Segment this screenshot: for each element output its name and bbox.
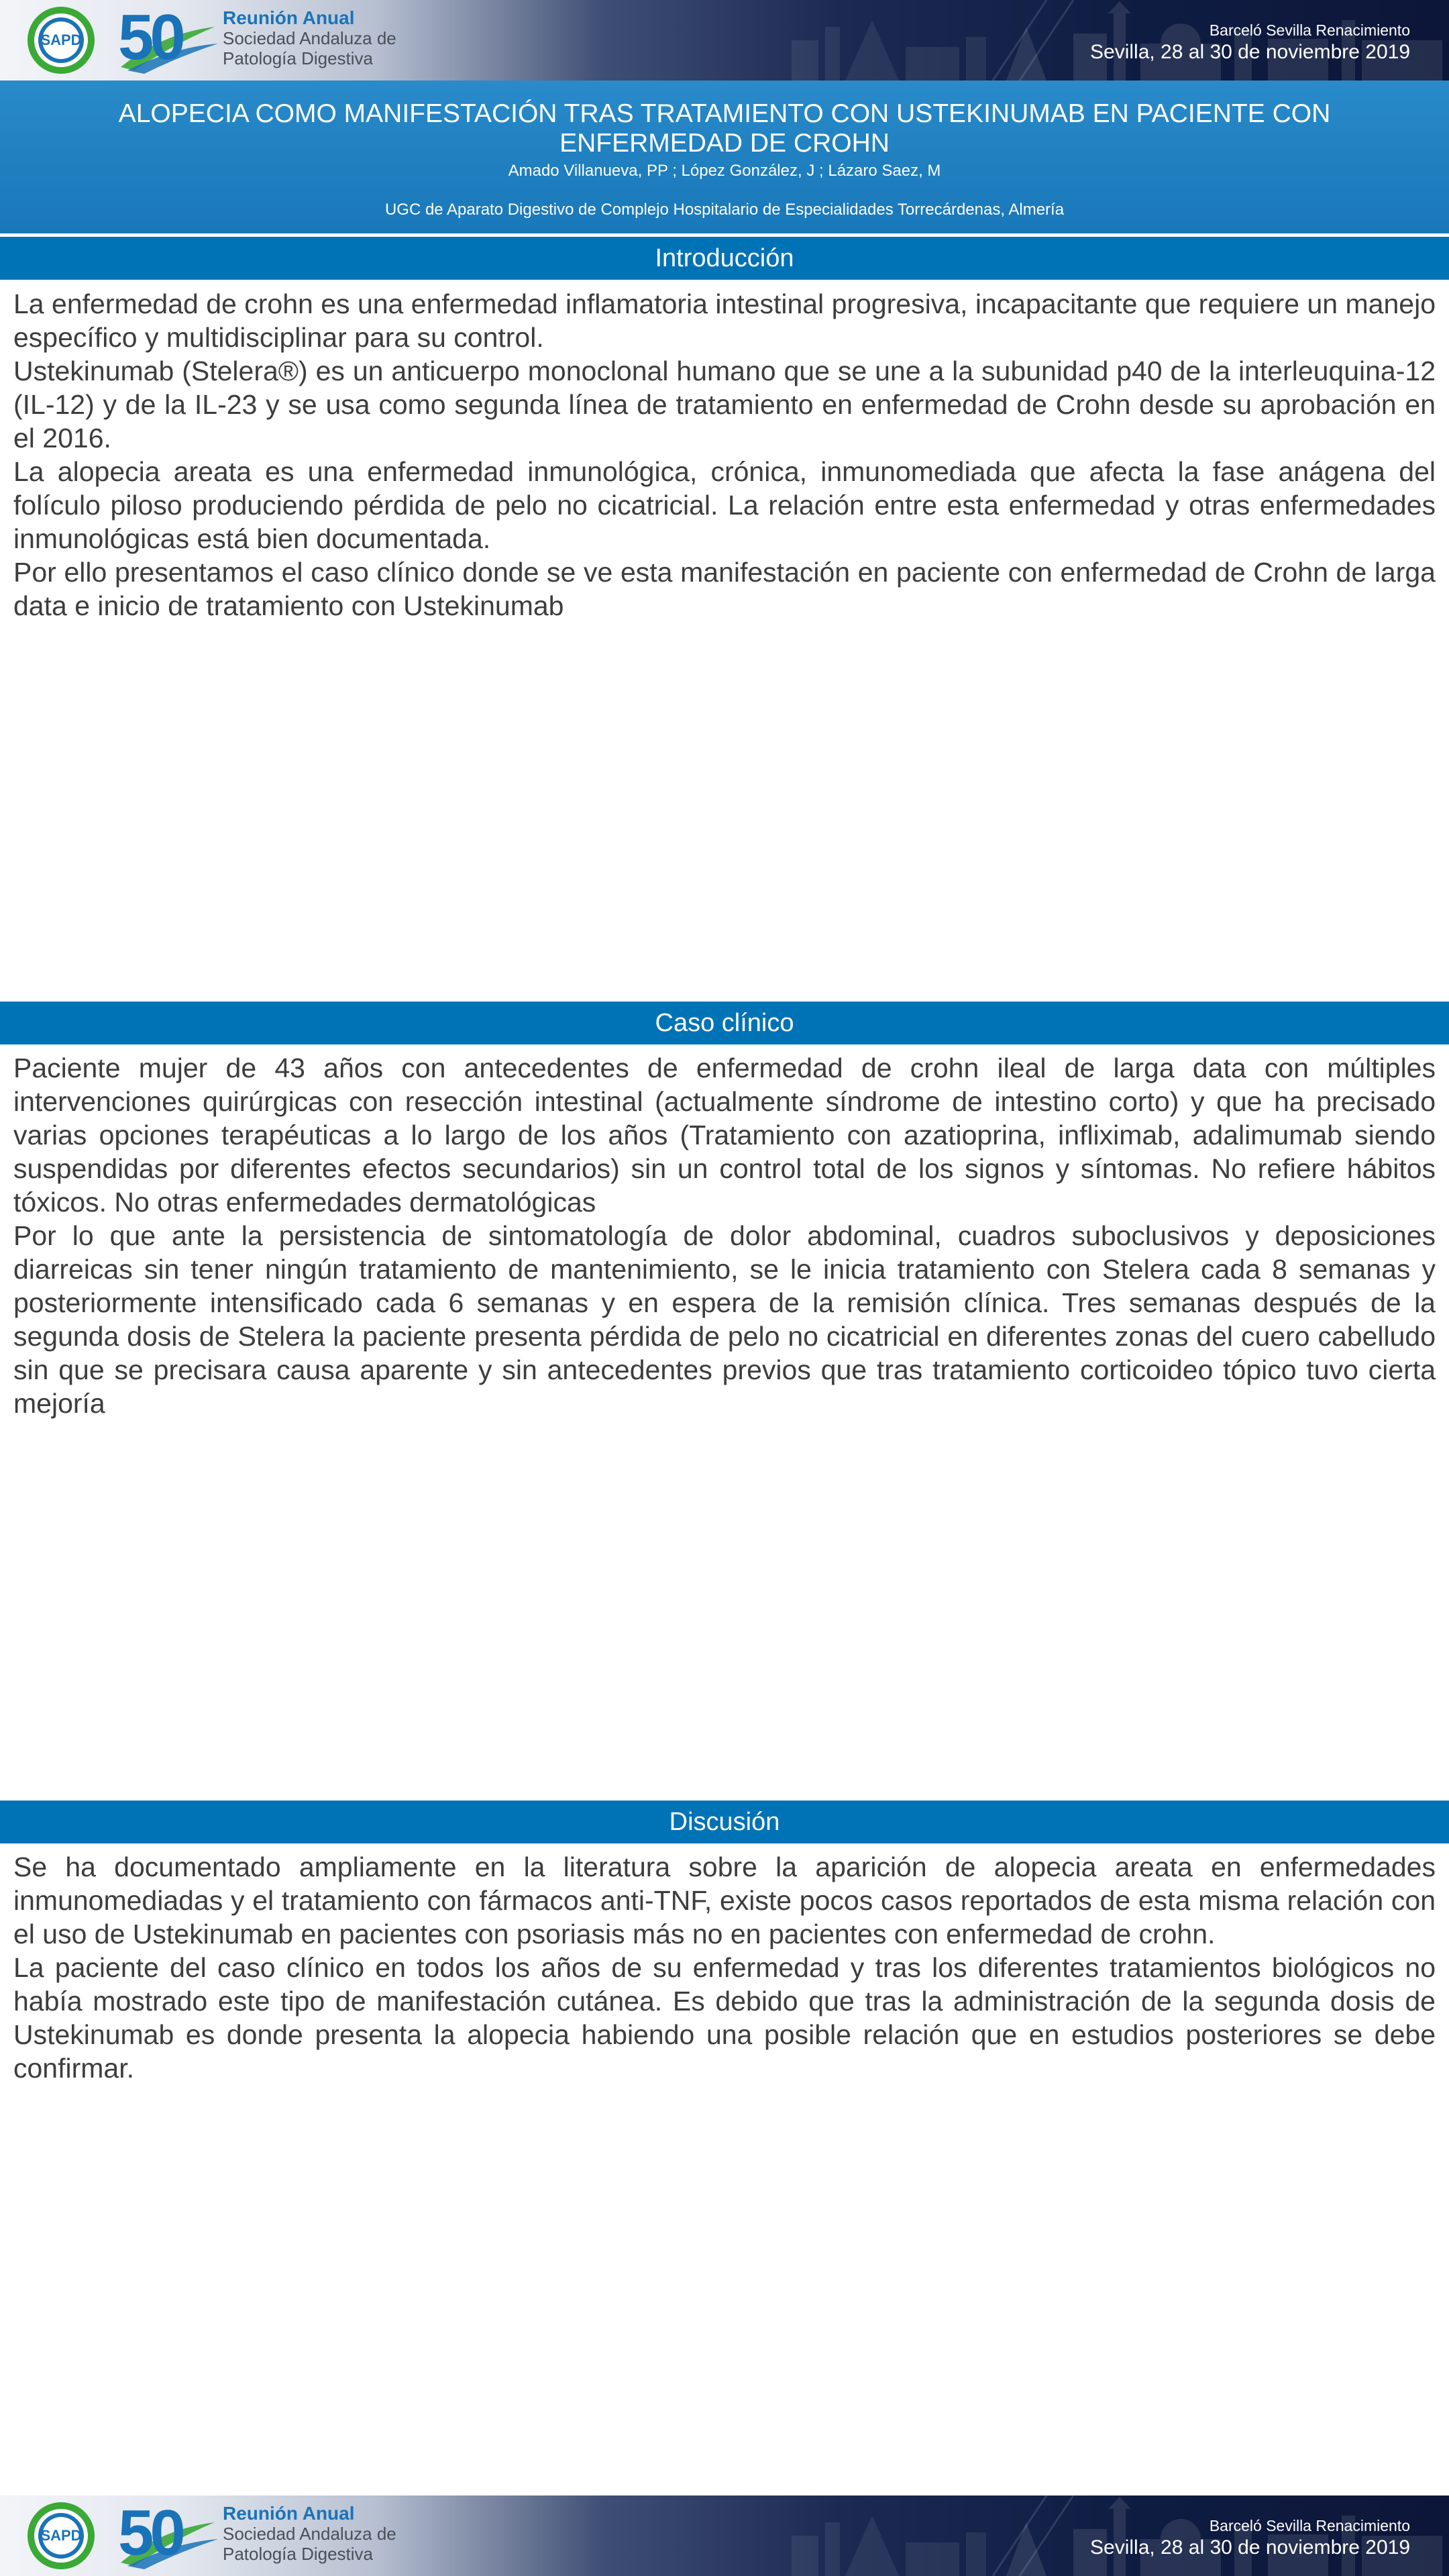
- event-name: [223, 2504, 397, 2564]
- event-line-2: Sociedad Andaluza de: [223, 28, 396, 48]
- event-line-1: Reunión Anual: [223, 2503, 355, 2524]
- sapd-logo-text: SAPD: [40, 2527, 82, 2544]
- venue-name: Barceló Sevilla Renacimiento: [1209, 2517, 1410, 2534]
- venue-name: Barceló Sevilla Renacimiento: [1209, 21, 1410, 39]
- event-line-1: Reunión Anual: [223, 7, 355, 28]
- paragraph: Se ha documentado ampliamente en la literatura sobre la aparición de alopecia areata en enfermedades inmunomediadas y el tratamiento con fármacos anti-TNF, existe pocos casos reportados de esta misma relación con el uso de Ustekinumab en pacientes con psoriasis más no en pacientes con enfermedad de crohn.: [13, 1851, 1436, 1949]
- event-line-3: Patología Digestiva: [223, 2544, 374, 2564]
- venue-dates: Sevilla, 28 al 30 de noviembre 2019: [1090, 2536, 1410, 2559]
- section-body-caso-clinico: [13, 1051, 1436, 1420]
- paragraph: La alopecia areata es una enfermedad inmunológica, crónica, inmunomediada que afecta la fase anágena del folículo piloso produciendo pérdida de pelo no cicatricial. La relación entre esta enfermedad y otras enfermedades inmunológicas está bien documentada.: [13, 456, 1436, 554]
- section-heading-discusion: Discusión: [0, 1801, 1449, 1843]
- section-body-discusion: [13, 1850, 1436, 2085]
- paragraph: Por ello presentamos el caso clínico donde se ve esta manifestación en paciente con enfermedad de Crohn de larga data e inicio de tratamiento con Ustekinumab: [13, 557, 1436, 621]
- venue-info: [1090, 2516, 1410, 2560]
- venue-info: [1090, 20, 1410, 64]
- poster-title-block: [0, 80, 1449, 233]
- section-body-introduccion: [13, 287, 1436, 623]
- event-line-2: Sociedad Andaluza de: [223, 2524, 396, 2544]
- conference-banner-top: [0, 0, 1449, 80]
- venue-dates: Sevilla, 28 al 30 de noviembre 2019: [1090, 41, 1410, 63]
- paragraph: Paciente mujer de 43 años con antecedentes de enfermedad de crohn ileal de larga data con múltiples intervenciones quirúrgicas con resección intestinal (actualmente síndrome de intestino corto) y que ha precisado varias opciones terapéuticas a lo largo de los años (Tratamiento con azatioprina, infliximab, adalimumab siendo suspendidas por diferentes efectos secundarios) sin un control total de los signos y síntomas. No refiere hábitos tóxicos. No otras enfermedades dermatológicas: [13, 1053, 1436, 1218]
- paragraph: Por lo que ante la persistencia de sintomatología de dolor abdominal, cuadros suboclusivos y deposiciones diarreicas sin tener ningún tratamiento de mantenimiento, se le inicia tratamiento con Stelera cada 8 semanas y posteriormente intensificado cada 6 semanas y en espera de la remisión clínica. Tres semanas después de la segunda dosis de Stelera la paciente presenta pérdida de pelo no cicatricial en diferentes zonas del cuero cabelludo sin que se precisara causa aparente y sin antecedentes previos que tras tratamiento corticoideo tópico tuvo cierta mejoría: [13, 1220, 1436, 1419]
- poster-authors: Amado Villanueva, PP ; López González, J ; Lázaro Saez, M: [508, 162, 941, 180]
- paragraph: Ustekinumab (Stelera®) es un anticuerpo monoclonal humano que se une a la subunidad p40 de la interleuquina-12 (IL-12) y de la IL-23 y se usa como segunda línea de tratamiento en enfermedad de Crohn desde su aprobación en el 2016.: [13, 356, 1436, 453]
- section-heading-caso-clinico: Caso clínico: [0, 1002, 1449, 1044]
- event-name: [223, 8, 397, 68]
- paragraph: La enfermedad de crohn es una enfermedad inflamatoria intestinal progresiva, incapacitante que requiere un manejo específico y multidisciplinar para su control.: [13, 288, 1436, 353]
- event-line-3: Patología Digestiva: [223, 48, 374, 68]
- poster-title: ALOPECIA COMO MANIFESTACIÓN TRAS TRATAMIENTO CON USTEKINUMAB EN PACIENTE CON ENFERMEDAD DE CROHN: [118, 99, 1331, 158]
- conference-banner-bottom: [0, 2496, 1449, 2576]
- section-heading-introduccion: Introducción: [0, 237, 1449, 280]
- paragraph: La paciente del caso clínico en todos los años de su enfermedad y tras los diferentes tratamientos biológicos no había mostrado este tipo de manifestación cutánea. Es debido que tras la administración de la segunda dosis de Ustekinumab es donde presenta la alopecia habiendo una posible relación que en estudios posteriores se debe confirmar.: [13, 1952, 1436, 2084]
- fifty-anniversary-number: 50: [118, 2497, 182, 2569]
- poster-affiliation: UGC de Aparato Digestivo de Complejo Hospitalario de Especialidades Torrecárdenas, Almería: [384, 201, 1065, 219]
- sapd-logo-text: SAPD: [40, 32, 82, 48]
- fifty-anniversary-number: 50: [118, 1, 182, 73]
